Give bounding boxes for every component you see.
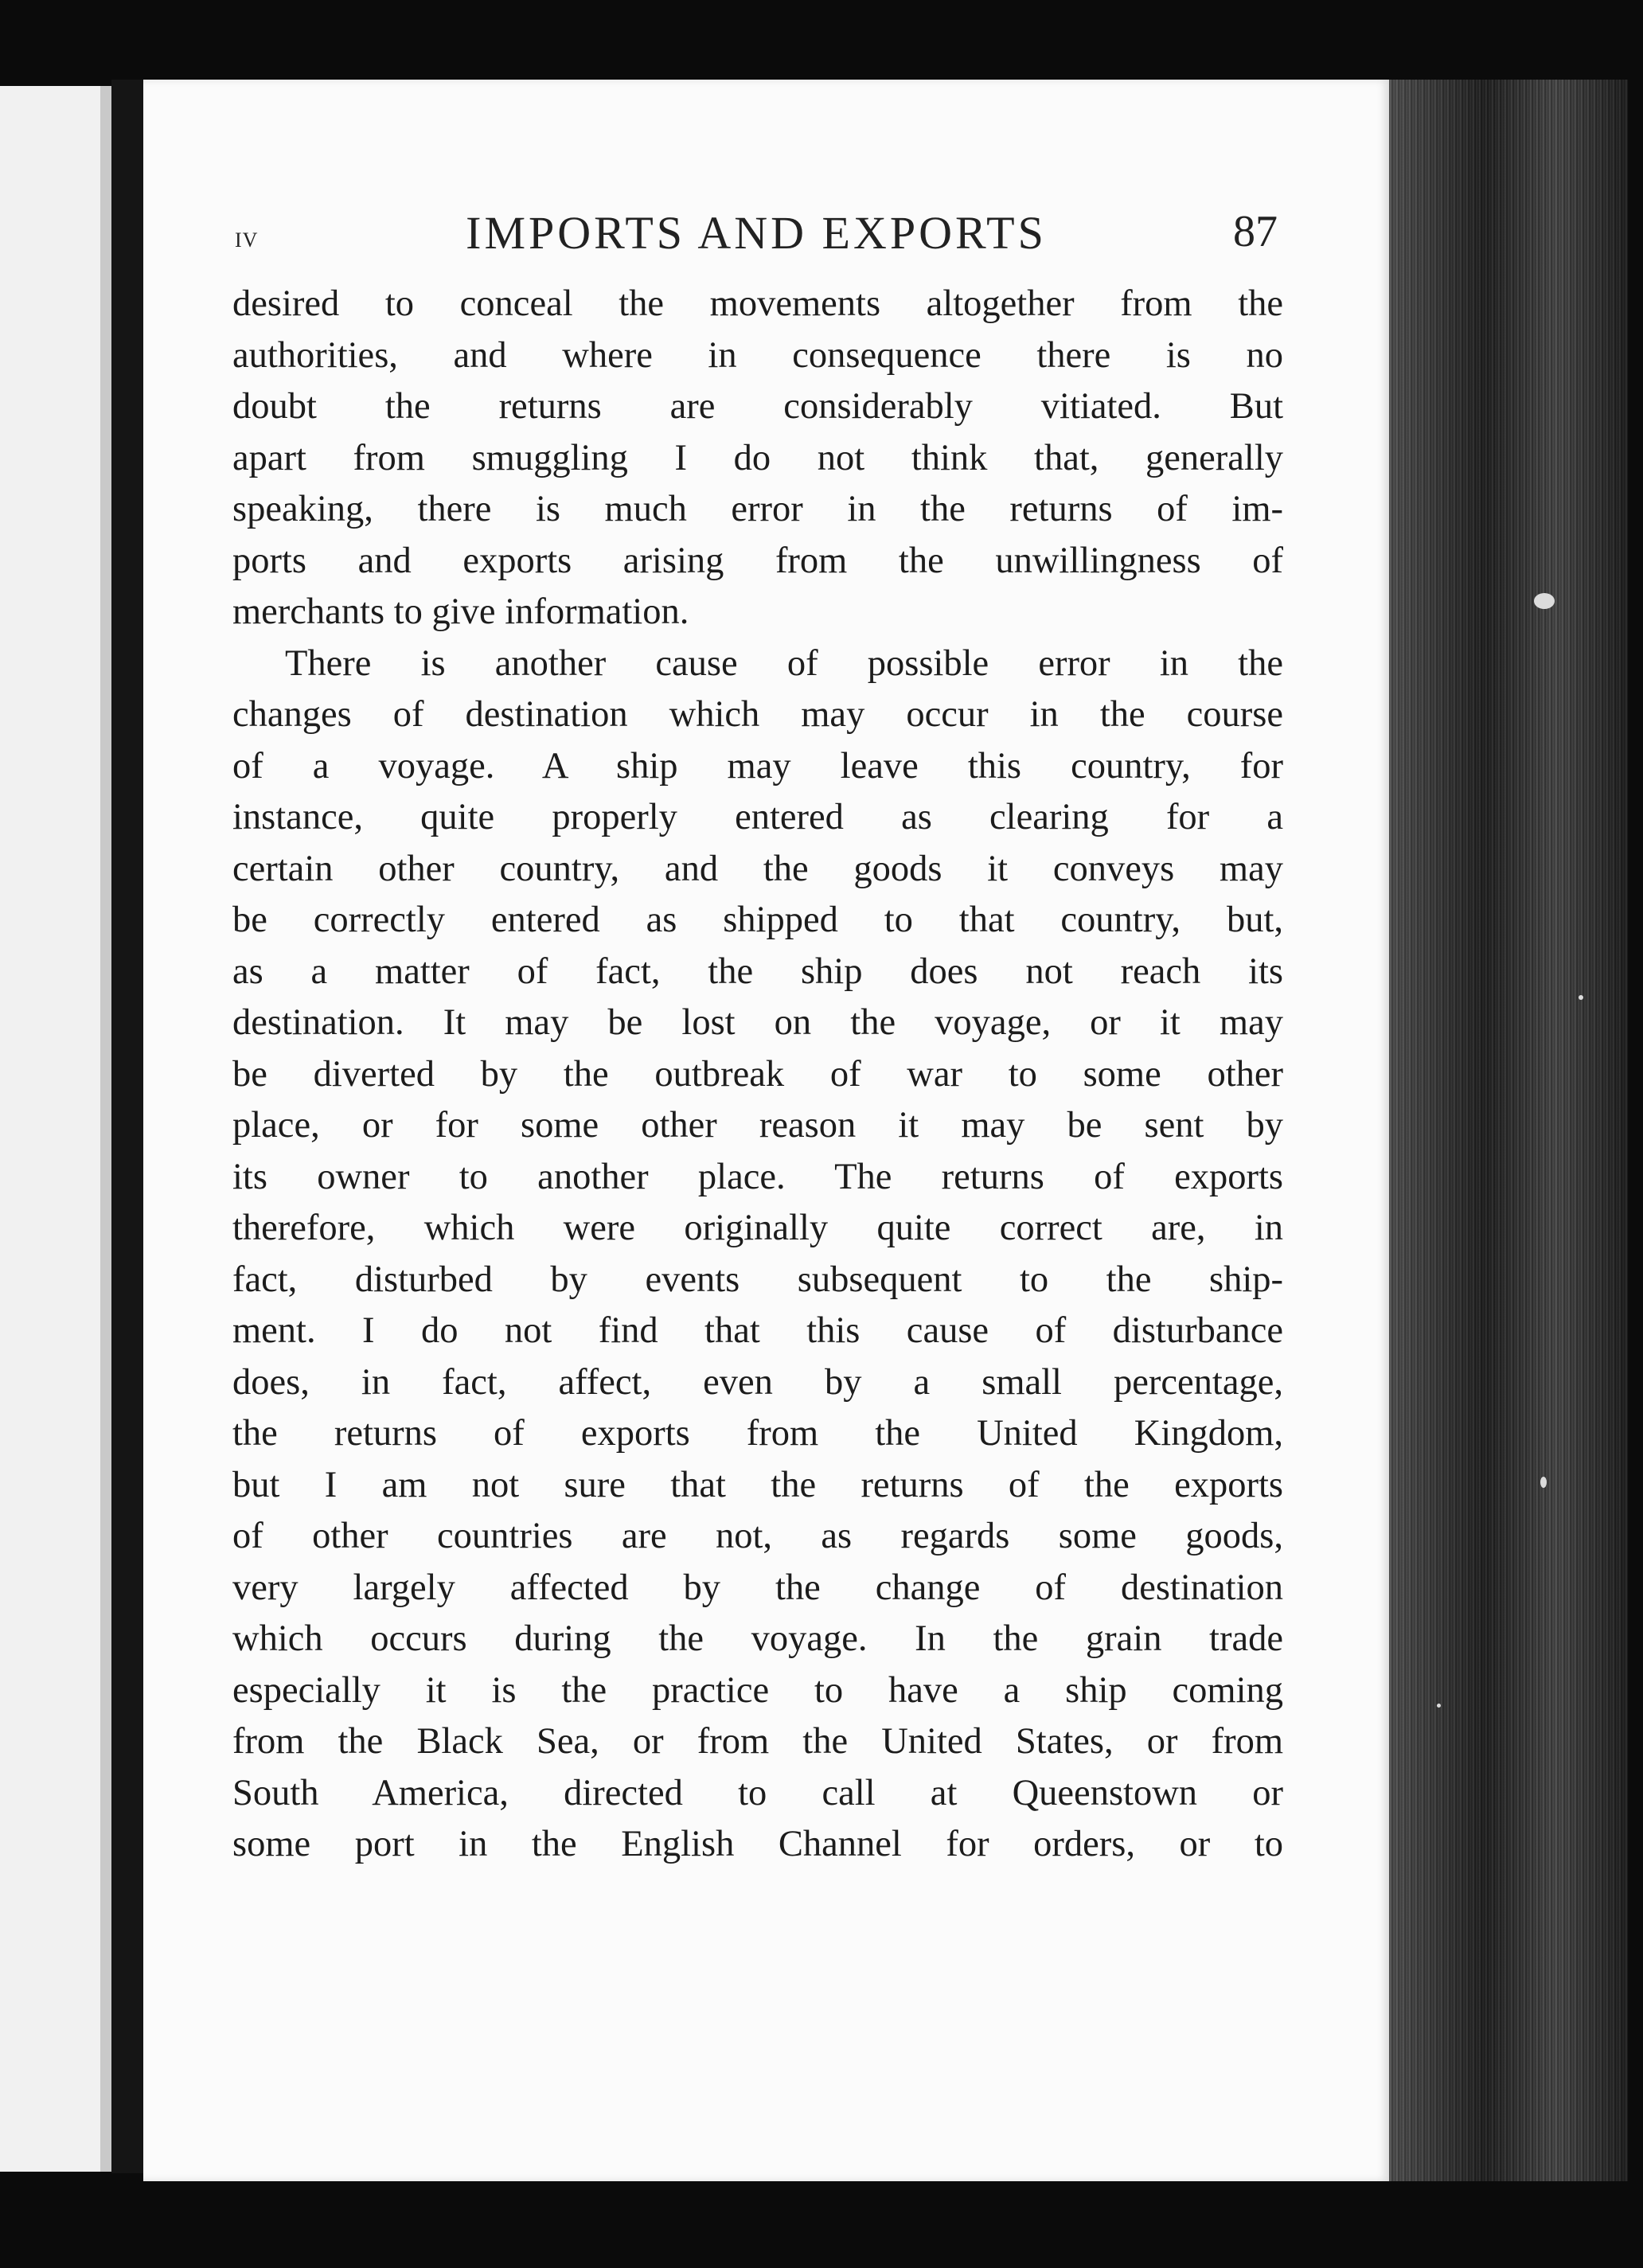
text-line: its owner to another place. The returns of exports	[232, 1156, 1283, 1197]
running-head	[235, 203, 1278, 267]
dust-speck	[1534, 593, 1555, 609]
text-line: apart from smuggling I do not think that, generally	[232, 437, 1283, 478]
text-line: which occurs during the voyage. In the grain trade	[232, 1618, 1283, 1659]
text-line: be correctly entered as shipped to that country, but,	[232, 900, 1283, 940]
text-line: desired to conceal the movements altogether from the	[232, 283, 1283, 324]
text-line: authorities, and where in consequence there is no	[232, 334, 1283, 376]
facing-page-edge	[0, 86, 111, 2172]
text-line: from the Black Sea, or from the United States, or from	[232, 1721, 1283, 1762]
text-line: There is another cause of possible error in the	[285, 642, 1283, 684]
text-line: merchants to give information.	[232, 591, 689, 632]
text-line: instance, quite properly entered as clearing for a	[232, 797, 1283, 837]
page-number: 87	[1233, 207, 1278, 256]
text-line: but I am not sure that the returns of the exports	[232, 1464, 1283, 1505]
text-line: changes of destination which may occur in the course	[232, 694, 1283, 735]
text-line: especially it is the practice to have a ship coming	[232, 1669, 1283, 1711]
text-line: fact, disturbed by events subsequent to the ship-	[232, 1259, 1283, 1300]
text-line: the returns of exports from the United Kingdom,	[232, 1413, 1283, 1454]
text-line: does, in fact, affect, even by a small percentage,	[232, 1361, 1283, 1403]
book-page	[143, 80, 1389, 2181]
text-line: certain other country, and the goods it conveys may	[232, 848, 1283, 889]
text-line: of a voyage. A ship may leave this country, for	[232, 745, 1283, 787]
chapter-number: IV	[235, 228, 259, 252]
dust-speck	[1540, 1477, 1547, 1488]
text-line: destination. It may be lost on the voyage, or it may	[232, 1002, 1283, 1043]
running-title: IMPORTS AND EXPORTS	[466, 207, 1047, 259]
text-line: South America, directed to call at Queenstown or	[232, 1772, 1283, 1813]
text-line: ports and exports arising from the unwillingness of	[232, 540, 1283, 581]
text-line: doubt the returns are considerably vitiated. But	[232, 386, 1283, 427]
text-line: some port in the English Channel for orders, or to	[232, 1824, 1283, 1864]
text-line: place, or for some other reason it may be sent by	[232, 1105, 1283, 1146]
body-text	[232, 279, 1283, 1871]
text-line: as a matter of fact, the ship does not reach its	[232, 951, 1283, 992]
text-line: be diverted by the outbreak of war to some other	[232, 1053, 1283, 1095]
text-line: very largely affected by the change of destination	[232, 1567, 1283, 1608]
text-line: speaking, there is much error in the returns of im-	[232, 489, 1283, 529]
page-block-edge	[1389, 80, 1628, 2181]
text-line: of other countries are not, as regards some goods,	[232, 1516, 1283, 1556]
book-gutter	[111, 80, 143, 2173]
text-line: ment. I do not find that this cause of disturbance	[232, 1310, 1283, 1351]
dust-speck	[1437, 1704, 1441, 1708]
text-line: therefore, which were originally quite correct are, in	[232, 1208, 1283, 1248]
dust-speck	[1579, 995, 1583, 1000]
